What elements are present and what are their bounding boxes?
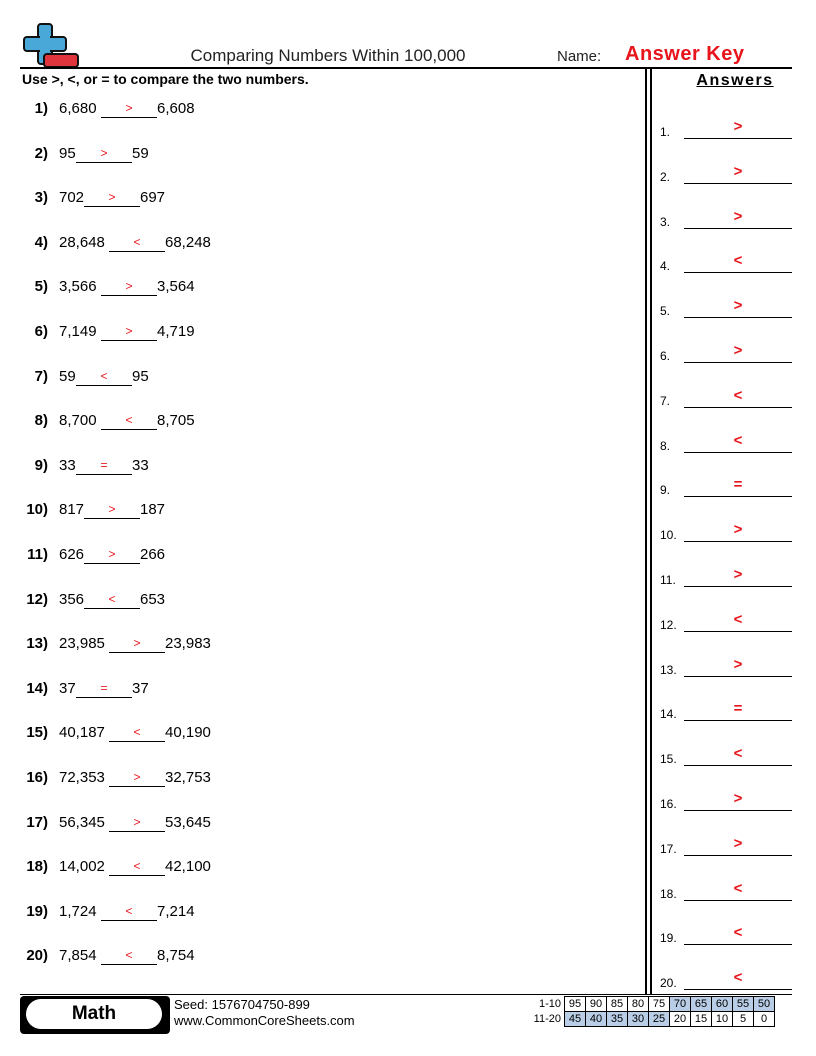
left-number: 1,724 — [59, 902, 97, 920]
left-number: 56,345 — [59, 813, 105, 831]
question-number: 1) — [34, 100, 48, 117]
answer-field[interactable]: > — [684, 793, 792, 811]
question-number: 12) — [26, 590, 48, 608]
comparison-blank[interactable]: > — [84, 546, 140, 564]
score-cell: 65 — [691, 997, 712, 1012]
left-number: 817 — [59, 501, 85, 519]
answer-field[interactable]: < — [684, 972, 792, 990]
answer-number: 19. — [660, 931, 677, 946]
answer-number: 4. — [660, 259, 671, 274]
answer-key-label: Answer Key — [625, 43, 745, 65]
score-row-label: 1-10 — [538, 998, 561, 1010]
left-number: 72,353 — [59, 769, 105, 786]
comparison-blank[interactable]: = — [76, 680, 132, 698]
comparison-blank[interactable]: > — [101, 100, 157, 118]
answer-field[interactable]: < — [684, 390, 792, 408]
right-number: 68,248 — [165, 233, 211, 251]
column-divider-right — [650, 68, 652, 994]
left-number: 3,566 — [59, 278, 97, 296]
left-number: 59 — [59, 367, 76, 385]
right-number: 8,754 — [157, 947, 195, 965]
comparison-blank[interactable]: = — [76, 457, 132, 475]
score-cell: 60 — [712, 997, 733, 1012]
answer-number: 20. — [660, 976, 677, 991]
score-cell: 40 — [586, 1012, 607, 1027]
left-number: 8,700 — [59, 412, 97, 430]
score-cell: 30 — [628, 1012, 649, 1027]
right-number: 42,100 — [165, 858, 211, 876]
score-table — [527, 996, 775, 1027]
right-number: 4,719 — [157, 323, 195, 340]
score-cell: 70 — [670, 997, 691, 1012]
left-number: 23,985 — [59, 635, 105, 653]
score-cell: 25 — [649, 1012, 670, 1027]
left-number: 95 — [59, 144, 76, 162]
right-number: 266 — [140, 546, 166, 563]
answer-field[interactable]: > — [684, 121, 792, 139]
answer-field[interactable]: < — [684, 748, 792, 766]
worksheet-title: Comparing Numbers Within 100,000 — [190, 46, 466, 65]
answer-field[interactable]: < — [684, 883, 792, 901]
answer-number: 14. — [660, 707, 677, 722]
answer-field[interactable]: > — [684, 659, 792, 677]
score-cell: 80 — [628, 997, 649, 1012]
footer-divider — [20, 994, 792, 995]
answer-number: 10. — [660, 528, 677, 543]
math-badge-label: Math — [26, 999, 162, 1029]
score-cell: 85 — [607, 997, 628, 1012]
score-cell: 5 — [733, 1012, 754, 1027]
comparison-blank[interactable]: < — [101, 903, 157, 921]
question-number: 18) — [26, 858, 48, 876]
score-cell: 10 — [712, 1012, 733, 1027]
right-number: 653 — [140, 590, 166, 608]
right-number: 8,705 — [157, 412, 195, 430]
score-cell: 35 — [607, 1012, 628, 1027]
left-number: 37 — [59, 679, 76, 697]
question-number: 14) — [26, 679, 48, 697]
left-number: 702 — [59, 189, 85, 207]
question-number: 9) — [34, 456, 48, 474]
question-number: 6) — [34, 323, 48, 340]
question-number: 4) — [34, 233, 48, 251]
score-cell: 95 — [565, 997, 586, 1012]
question-number: 8) — [34, 412, 48, 430]
answer-number: 7. — [660, 393, 671, 408]
comparison-blank[interactable]: < — [109, 858, 165, 876]
comparison-blank[interactable]: > — [109, 769, 165, 787]
answer-field[interactable]: > — [684, 211, 792, 229]
answer-number: 1. — [660, 125, 671, 139]
answer-number: 17. — [660, 841, 677, 856]
question-number: 16) — [26, 769, 48, 786]
score-cell: 50 — [754, 997, 775, 1012]
question-number: 2) — [34, 144, 48, 162]
answer-number: 8. — [660, 438, 671, 453]
name-label: Name: — [557, 48, 602, 65]
score-cell: 55 — [733, 997, 754, 1012]
answer-field[interactable]: > — [684, 524, 792, 542]
comparison-blank[interactable]: > — [101, 323, 157, 341]
comparison-blank[interactable]: < — [109, 724, 165, 742]
answer-field[interactable]: = — [684, 703, 792, 721]
score-cell: 20 — [670, 1012, 691, 1027]
answer-field[interactable]: > — [684, 300, 792, 318]
question-number: 13) — [26, 635, 48, 653]
answer-field[interactable]: > — [684, 838, 792, 856]
answer-field[interactable]: < — [684, 614, 792, 632]
question-number: 5) — [34, 278, 48, 296]
column-divider-left — [645, 68, 647, 994]
left-number: 356 — [59, 590, 85, 608]
question-number: 7) — [34, 367, 48, 385]
answer-number: 15. — [660, 752, 677, 767]
question-number: 20) — [26, 947, 48, 965]
answer-number: 2. — [660, 169, 671, 184]
right-number: 37 — [132, 679, 149, 697]
instructions: Use >, <, or = to compare the two numbers. — [22, 71, 309, 87]
score-cell: 15 — [691, 1012, 712, 1027]
question-number: 10) — [26, 501, 48, 519]
right-number: 95 — [132, 367, 149, 385]
left-number: 7,149 — [59, 323, 97, 340]
answer-field[interactable]: > — [684, 569, 792, 587]
left-number: 28,648 — [59, 233, 105, 251]
right-number: 697 — [140, 189, 166, 207]
question-number: 11) — [27, 546, 48, 563]
right-number: 33 — [132, 456, 149, 474]
answer-number: 3. — [660, 214, 671, 229]
left-number: 6,680 — [59, 100, 97, 117]
right-number: 3,564 — [157, 278, 195, 296]
comparison-blank[interactable]: > — [101, 278, 157, 296]
answer-number: 11. — [660, 573, 676, 587]
math-badge — [20, 996, 170, 1034]
answer-field[interactable]: > — [684, 345, 792, 363]
right-number: 59 — [132, 144, 149, 162]
answer-number: 5. — [660, 304, 671, 319]
question-number: 15) — [26, 724, 48, 742]
score-cell: 75 — [649, 997, 670, 1012]
answer-number: 16. — [660, 797, 677, 811]
right-number: 32,753 — [165, 769, 211, 786]
right-number: 23,983 — [165, 635, 211, 653]
score-cell: 0 — [754, 1012, 775, 1027]
comparison-blank[interactable]: > — [109, 814, 165, 832]
answer-number: 9. — [660, 483, 671, 498]
right-number: 6,608 — [157, 100, 195, 117]
score-row-label: 11-20 — [533, 1013, 561, 1025]
seed-text: Seed: 1576704750-899 — [174, 997, 310, 1012]
left-number: 40,187 — [59, 724, 105, 742]
comparison-blank[interactable]: > — [84, 501, 140, 519]
answer-number: 13. — [660, 662, 677, 677]
comparison-blank[interactable]: > — [84, 189, 140, 207]
comparison-blank[interactable]: > — [109, 635, 165, 653]
answer-field[interactable]: < — [684, 435, 792, 453]
answer-field[interactable]: < — [684, 255, 792, 273]
score-cell: 45 — [565, 1012, 586, 1027]
comparison-blank[interactable]: < — [109, 234, 165, 252]
comparison-blank[interactable]: < — [84, 591, 140, 609]
answer-field[interactable]: = — [684, 479, 792, 497]
left-number: 626 — [59, 546, 85, 563]
comparison-blank[interactable]: < — [101, 947, 157, 965]
question-number: 17) — [26, 813, 48, 831]
site-link[interactable]: www.CommonCoreSheets.com — [174, 1013, 355, 1028]
score-cell: 90 — [586, 997, 607, 1012]
right-number: 53,645 — [165, 813, 211, 831]
left-number: 14,002 — [59, 858, 105, 876]
right-number: 40,190 — [165, 724, 211, 742]
answer-number: 12. — [660, 617, 677, 632]
score-row — [527, 1012, 775, 1027]
left-number: 7,854 — [59, 947, 97, 965]
question-number: 3) — [34, 189, 48, 207]
header-divider — [20, 67, 792, 69]
question-number: 19) — [26, 902, 48, 920]
left-number: 33 — [59, 456, 76, 474]
score-row — [527, 997, 775, 1012]
answer-field[interactable]: < — [684, 927, 792, 945]
footer-info — [174, 997, 355, 1029]
right-number: 187 — [140, 501, 166, 519]
right-number: 7,214 — [157, 902, 195, 920]
answer-number: 6. — [660, 349, 671, 363]
comparison-blank[interactable]: < — [76, 368, 132, 386]
answers-heading: Answers — [696, 72, 774, 89]
answer-number: 18. — [660, 886, 677, 901]
comparison-blank[interactable]: < — [101, 412, 157, 430]
answer-field[interactable]: > — [684, 166, 792, 184]
comparison-blank[interactable]: > — [76, 145, 132, 163]
